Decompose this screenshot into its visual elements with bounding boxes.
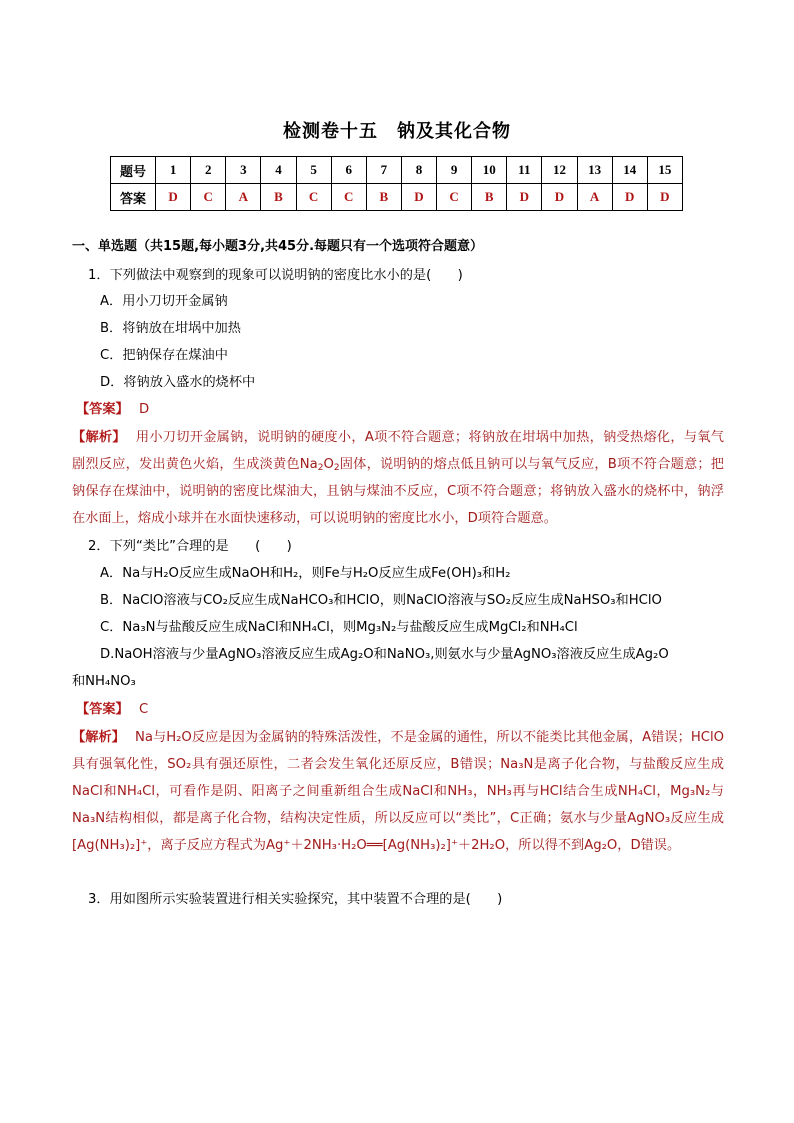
answer-cell: C	[437, 184, 472, 211]
answer-cell: B	[472, 184, 507, 211]
analysis-text-part2: 固体，说明钠的熔点低且钠可以与氧气反应，B项不符合题意；把钠保存在煤油中，说明钠的密度比煤油大，且钠与煤油不反应，C项不符合题意；将钠放入盛水的烧杯中，钠浮在水面上，熔成小球并在水面快速移动，可以说明钠的密度比水小，D项符合题意。	[72, 457, 724, 526]
question-number-cell: 9	[437, 157, 472, 184]
question-3-stem: 3．用如图所示实验装置进行相关实验探究，其中装置不合理的是( )	[88, 892, 503, 907]
analysis-text-part1: 用小刀切开金属钠，说明钠的硬度小，A项不符合题意；将钠放在坩埚中加热，钠受热熔化，与氧气剧烈反应，发出黄色火焰，生成淡黄色Na	[72, 430, 724, 472]
question-2-option-a: A．Na与H₂O反应生成NaOH和H₂，则Fe与H₂O反应生成Fe(OH)₃和H₂	[100, 566, 511, 581]
analysis-subscript-2: 2	[333, 463, 340, 473]
answer-cell: A	[226, 184, 261, 211]
question-number-cell: 12	[542, 157, 577, 184]
question-2-answer-value: C	[138, 702, 149, 717]
question-2-analysis-text: Na与H₂O反应是因为金属钠的特殊活泼性，不是金属的通性，所以不能类比其他金属，A错误；HClO具有强氧化性，SO₂具有强还原性，二者会发生氧化还原反应，B错误；Na₃N是离子化合物，与盐酸反应生成NaCl和NH₄Cl，可看作是阴、阳离子之间重新组合生成NaCl和NH₃，NH₃再与HCl结合生成NH₄Cl，Mg₃N₂与Na₃N结构相似，都是离子化合物，结构决定性质，所以反应可以“类比”，C正确；氨水与少量AgNO₃反应生成[Ag(NH₃)₂]⁺，离子反应方程式为Ag⁺＋2NH₃·H₂O══[Ag(NH₃)₂]⁺＋2H₂O，所以得不到Ag₂O，D错误。	[72, 730, 724, 853]
answer-cell: D	[612, 184, 647, 211]
question-1-option-d: D．将钠放入盛水的烧杯中	[100, 375, 256, 390]
answer-cell: D	[401, 184, 436, 211]
question-1-option-b: B．将钠放在坩埚中加热	[100, 321, 241, 336]
question-2-option-c: C．Na₃N与盐酸反应生成NaCl和NH₄Cl，则Mg₃N₂与盐酸反应生成MgCl₂和NH₄Cl	[100, 620, 578, 635]
question-number-cell: 3	[226, 157, 261, 184]
answer-cell: B	[261, 184, 296, 211]
answer-key-answer-row	[111, 184, 683, 211]
question-number-cell: 2	[191, 157, 226, 184]
question-number-cell: 15	[647, 157, 682, 184]
analysis-text-mid: O	[323, 457, 334, 472]
answer-cell: D	[156, 184, 191, 211]
question-number-cell: 4	[261, 157, 296, 184]
question-2-analysis	[72, 724, 724, 859]
answer-cell: D	[542, 184, 577, 211]
analysis-subscript-1: 2	[317, 463, 324, 473]
number-row-header: 题号	[111, 157, 156, 184]
question-1-analysis	[72, 424, 724, 532]
answer-cell: C	[191, 184, 226, 211]
question-number-cell: 5	[296, 157, 331, 184]
analysis-label: 【解析】	[72, 430, 126, 445]
answer-cell: C	[331, 184, 366, 211]
question-2-answer	[76, 701, 736, 719]
answer-cell: D	[647, 184, 682, 211]
answer-row-header: 答案	[111, 184, 156, 211]
question-2-option-d-cont: 和NH₄NO₃	[72, 674, 136, 689]
question-number-cell: 13	[577, 157, 612, 184]
answer-cell: A	[577, 184, 612, 211]
page-title: 检测卷十五 钠及其化合物	[283, 121, 511, 142]
question-1-answer	[76, 401, 736, 419]
question-number-cell: 6	[331, 157, 366, 184]
answer-cell: B	[366, 184, 401, 211]
answer-key-table	[110, 156, 683, 211]
question-number-cell: 7	[366, 157, 401, 184]
answer-cell: D	[507, 184, 542, 211]
question-number-cell: 11	[507, 157, 542, 184]
question-1-answer-value: D	[138, 402, 150, 417]
question-number-cell: 10	[472, 157, 507, 184]
question-number-cell: 1	[156, 157, 191, 184]
question-number-cell: 14	[612, 157, 647, 184]
answer-key-number-row	[111, 157, 683, 184]
question-1-option-a: A．用小刀切开金属钠	[100, 294, 228, 309]
answer-cell: C	[296, 184, 331, 211]
question-2-option-b: B．NaClO溶液与CO₂反应生成NaHCO₃和HClO，则NaClO溶液与SO₂反应生成NaHSO₃和HClO	[100, 593, 662, 608]
question-2-stem: 2．下列“类比”合理的是 ( )	[88, 539, 292, 554]
answer-label: 【答案】	[76, 702, 129, 717]
analysis-label: 【解析】	[72, 730, 125, 745]
question-1-stem: 1．下列做法中观察到的现象可以说明钠的密度比水小的是( )	[88, 268, 463, 283]
question-number-cell: 8	[401, 157, 436, 184]
question-2-option-d: D.NaOH溶液与少量AgNO₃溶液反应生成Ag₂O和NaNO₃,则氨水与少量AgNO₃溶液反应生成Ag₂O	[100, 647, 669, 662]
section-heading: 一、单选题（共15题,每小题3分,共45分.每题只有一个选项符合题意）	[72, 239, 484, 254]
answer-label: 【答案】	[76, 402, 129, 417]
question-1-option-c: C．把钠保存在煤油中	[100, 348, 228, 363]
